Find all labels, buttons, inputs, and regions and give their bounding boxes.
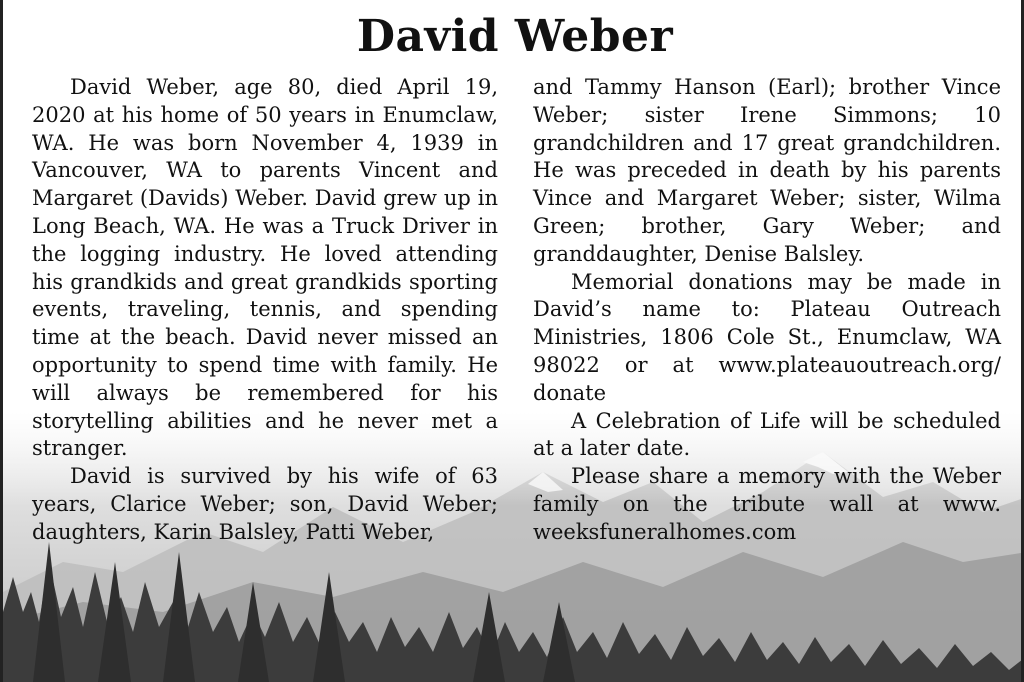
survivors-continued-paragraph: and Tammy Hanson (Earl); brother Vince Weber; sister Irene Simmons; 10 grandchildren and 17 great grandchildren. He was preceded in death by his parents Vince and Margaret Weber; sister, Wilma Green; brother, Gary Weber; and granddaughter, Denise Balsley.: [533, 75, 1001, 266]
tribute-wall-paragraph: Please share a memory with the Weber family on the tribute wall at www. weeksfuneralhomes.com: [533, 464, 1001, 544]
survivors-paragraph: David is survived by his wife of 63 years, Clarice Weber; son, David Weber; daughters, Karin Balsley, Patti Weber,: [32, 464, 498, 544]
left-column: [32, 74, 498, 547]
memorial-donations-paragraph: Memorial donations may be made in David’s name to: Plateau Outreach Ministries, 1806 Cole St., Enumclaw, WA 98022 or at www.plateauoutreach.org/ donate: [533, 269, 1001, 405]
obituary-paragraph: David Weber, age 80, died April 19, 2020 at his home of 50 years in Enumclaw, WA. He was born November 4, 1939 in Vancouver, WA to parents Vincent and Margaret (Davids) Weber. David grew up in Long Beach, WA. He was a Truck Driver in the logging industry. He loved attending his grandkids and great grandkids sporting events, traveling, tennis, and spending time at the beach. David never missed an opportunity to spend time with family. He will always be remembered for his storytelling abilities and he never met a stranger.: [32, 75, 498, 461]
celebration-of-life-paragraph: A Celebration of Life will be scheduled at a later date.: [533, 408, 1001, 461]
obituary-title: David Weber: [356, 11, 674, 62]
right-column: [533, 74, 1001, 547]
